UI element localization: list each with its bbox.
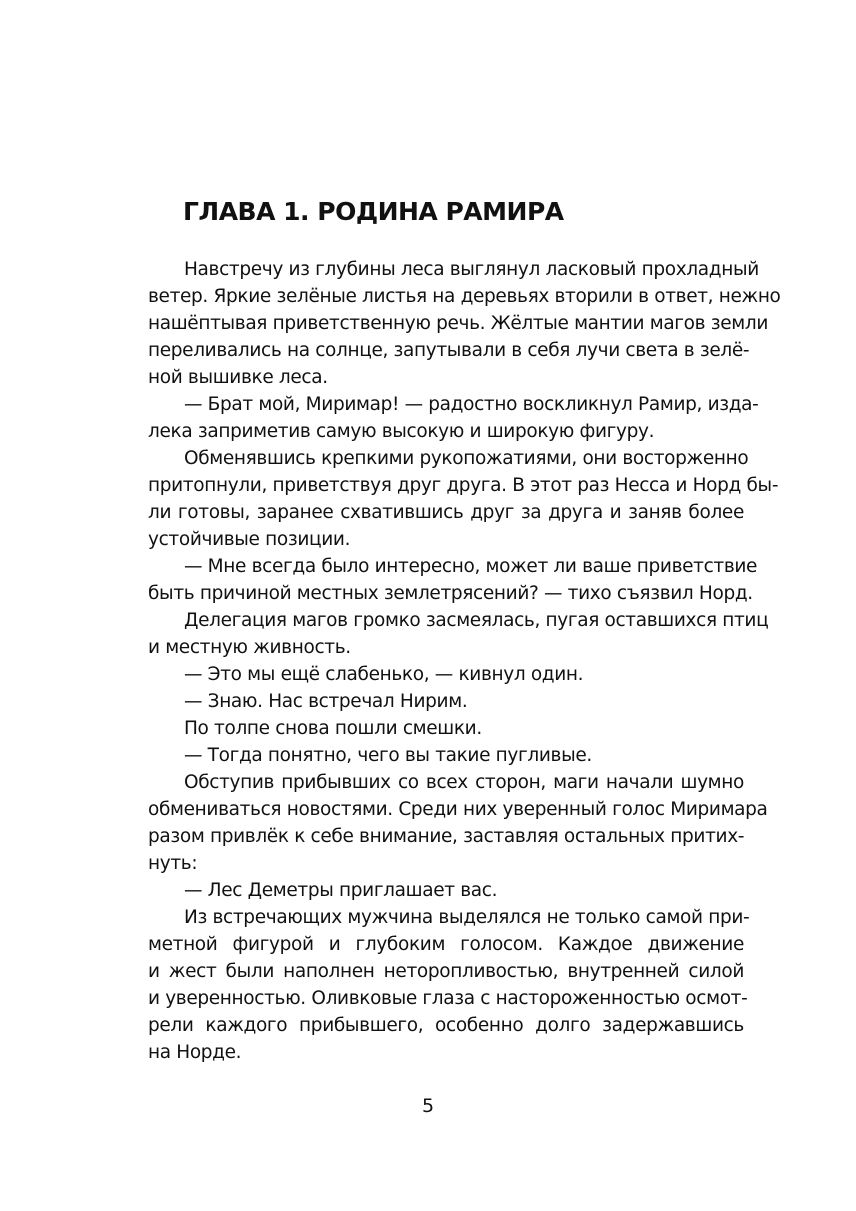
chapter-title: ГЛАВА 1. РОДИНА РАМИРА <box>183 197 564 226</box>
text-line: рели каждого прибывшего, особенно долго задержавшись <box>148 1015 744 1036</box>
text-line: и уверенностью. Оливковые глаза с настороженностью осмот- <box>148 988 748 1009</box>
text-line: По толпе снова пошли смешки. <box>184 718 482 739</box>
text-line: Обступив прибывших со всех сторон, маги начали шумно <box>184 772 744 793</box>
text-line: нуть: <box>148 853 198 874</box>
text-line: ной вышивке леса. <box>148 367 328 388</box>
text-line: — Брат мой, Миримар! — радостно воскликнул Рамир, изда- <box>184 394 759 415</box>
text-line: — Лес Деметры приглашает вас. <box>184 880 498 901</box>
text-line: лека заприметив самую высокую и широкую фигуру. <box>148 421 655 442</box>
text-line: Из встречающих мужчина выделялся не только самой при- <box>184 907 750 928</box>
text-line: ли готовы, заранее схватившись друг за друга и заняв более <box>148 502 744 523</box>
text-line: Навстречу из глубины леса выглянул ласковый прохладный <box>184 259 759 280</box>
text-line: — Знаю. Нас встречал Нирим. <box>184 691 468 712</box>
text-line: — Мне всегда было интересно, может ли ваше приветствие <box>184 556 758 577</box>
text-line: — Это мы ещё слабенько, — кивнул один. <box>184 664 584 685</box>
text-line: притопнули, приветствуя друг друга. В этот раз Несса и Норд бы- <box>148 475 779 496</box>
text-line: разом привлёк к себе внимание, заставляя остальных притих- <box>148 826 745 847</box>
text-line: быть причиной местных землетрясений? — тихо съязвил Норд. <box>148 583 753 604</box>
text-line: обмениваться новостями. Среди них уверенный голос Миримара <box>148 799 768 820</box>
text-line: устойчивые позиции. <box>148 529 351 550</box>
text-line: — Тогда понятно, чего вы такие пугливые. <box>184 745 592 766</box>
text-line: Обменявшись крепкими рукопожатиями, они восторженно <box>184 448 749 469</box>
text-line: переливались на солнце, запутывали в себя лучи света в зелё- <box>148 340 750 361</box>
text-line: ветер. Яркие зелёные листья на деревьях вторили в ответ, нежно <box>148 286 781 307</box>
text-line: Делегация магов громко засмеялась, пугая оставшихся птиц <box>184 610 769 631</box>
text-line: на Норде. <box>148 1042 242 1063</box>
text-line: и местную живность. <box>148 637 351 658</box>
text-line: нашёптывая приветственную речь. Жёлтые мантии магов земли <box>148 313 768 334</box>
page-number: 5 <box>421 1095 435 1117</box>
text-line: и жест были наполнен неторопливостью, внутренней силой <box>148 961 744 982</box>
text-line: метной фигурой и глубоким голосом. Каждое движение <box>148 934 744 955</box>
